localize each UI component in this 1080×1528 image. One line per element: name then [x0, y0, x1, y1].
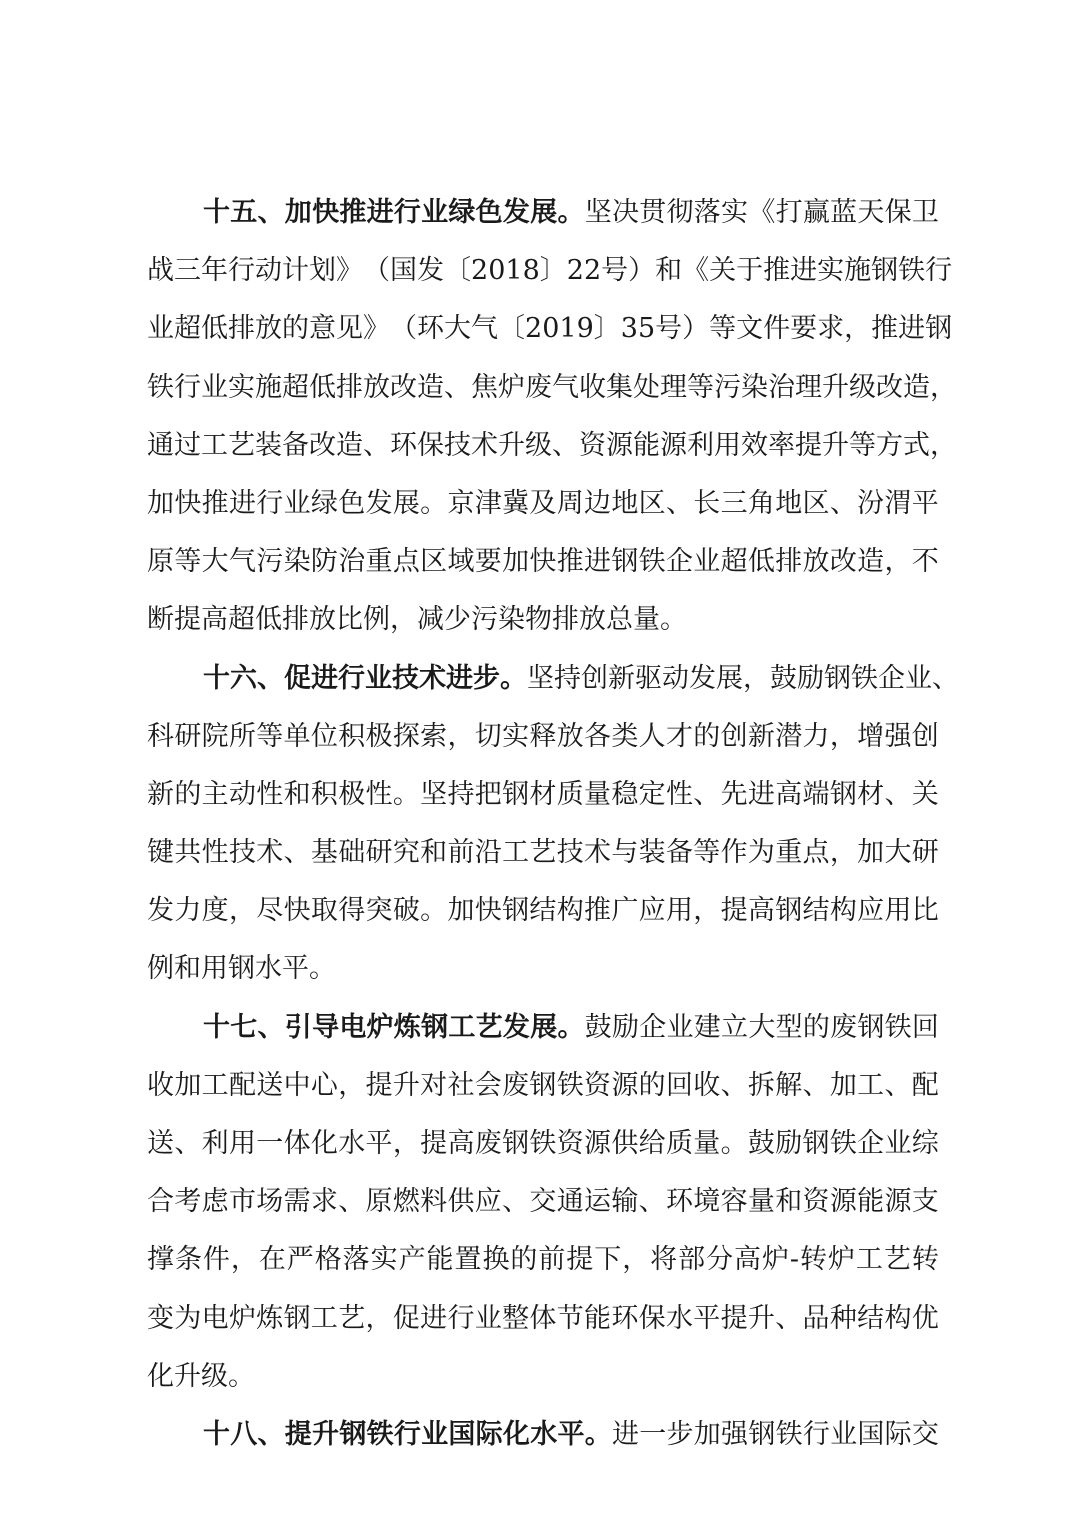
paragraph-15-line: 通 过 工 艺 装 备 改 造 、 环 保 技 术 升 级 、 资 源 能 源 利 用 效 率 提 升 等 方 式 ，: [147, 429, 957, 461]
paragraph-16-first-line: 十 六 、 促 进 行 业 技 术 进 步 。 坚 持 创 新 驱 动 发 展 ， 鼓 励 钢 铁 企 业 、: [203, 662, 959, 694]
document-body: [147, 184, 959, 1464]
paragraph-17-line: 送 、 利 用 一 体 化 水 平 ， 提 高 废 钢 铁 资 源 供 给 质 量 。 鼓 励 钢 铁 企 业 综: [147, 1128, 939, 1159]
paragraph-15-line: 原 等 大 气 污 染 防 治 重 点 区 域 要 加 快 推 进 钢 铁 企 业 超 低 排 放 改 造 ， 不: [147, 546, 939, 578]
paragraph-16-line: 新 的 主 动 性 和 积 极 性 。 坚 持 把 钢 材 质 量 稳 定 性 、 先 进 高 端 钢 材 、 关: [147, 778, 939, 810]
paragraph-16-line: 键 共 性 技 术 、 基 础 研 究 和 前 沿 工 艺 技 术 与 装 备 等 作 为 重 点 ， 加 大 研: [147, 837, 939, 869]
paragraph-15-first-line: 十 五 、 加 快 推 进 行 业 绿 色 发 展 。 坚 决 贯 彻 落 实 《 打 赢 蓝 天 保 卫: [203, 197, 939, 228]
paragraph-15-line: 加 快 推 进 行 业 绿 色 发 展 。 京 津 冀 及 周 边 地 区 、 长 三 角 地 区 、 汾 渭 平: [147, 487, 939, 519]
paragraph-18-first-line: 十 八 、 提 升 钢 铁 行 业 国 际 化 水 平 。 进 一 步 加 强 钢 铁 行 业 国 际 交: [203, 1418, 939, 1450]
paragraph-16-line: 科 研 院 所 等 单 位 积 极 探 索 ， 切 实 释 放 各 类 人 才 的 创 新 潜 力 ， 增 强 创: [147, 720, 939, 752]
paragraph-17-first-line: 十 七 、 引 导 电 炉 炼 钢 工 艺 发 展 。 鼓 励 企 业 建 立 大 型 的 废 钢 铁 回: [203, 1011, 939, 1043]
paragraph-17-line: 化升级。: [147, 1360, 255, 1392]
paragraph-15-line: 断提高超低排放比例，减少污染物排放总量。: [147, 604, 687, 636]
paragraph-15-line: 战 三 年 行 动 计 划 》 （ 国 发 〔 2 0 1 8 〕 2 2 号 ） 和 《 关 于 推 进 实 施 钢 铁 行: [147, 255, 953, 287]
paragraph-15-line: 铁 行 业 实 施 超 低 排 放 改 造 、 焦 炉 废 气 收 集 处 理 等 污 染 治 理 升 级 改 造 ，: [147, 371, 957, 403]
paragraph-16-line: 发 力 度 ， 尽 快 取 得 突 破 。 加 快 钢 结 构 推 广 应 用 ， 提 高 钢 结 构 应 用 比: [147, 895, 939, 927]
paragraph-16-line: 例和用钢水平。: [147, 953, 336, 985]
paragraph-17-line: 收 加 工 配 送 中 心 ， 提 升 对 社 会 废 钢 铁 资 源 的 回 收 、 拆 解 、 加 工 、 配: [147, 1069, 939, 1101]
paragraph-17-line: 变 为 电 炉 炼 钢 工 艺 ， 促 进 行 业 整 体 节 能 环 保 水 平 提 升 、 品 种 结 构 优: [147, 1302, 939, 1334]
paragraph-17-line: 撑 条 件 ， 在 严 格 落 实 产 能 置 换 的 前 提 下 ， 将 部 分 高 炉 - 转 炉 工 艺 转: [147, 1244, 939, 1276]
paragraph-17-line: 合 考 虑 市 场 需 求 、 原 燃 料 供 应 、 交 通 运 输 、 环 境 容 量 和 资 源 能 源 支: [147, 1186, 939, 1218]
paragraph-15-line: 业 超 低 排 放 的 意 见 》 （ 环 大 气 〔 2 0 1 9 〕 3 5 号 ） 等 文 件 要 求 ， 推 进 钢: [147, 313, 953, 345]
